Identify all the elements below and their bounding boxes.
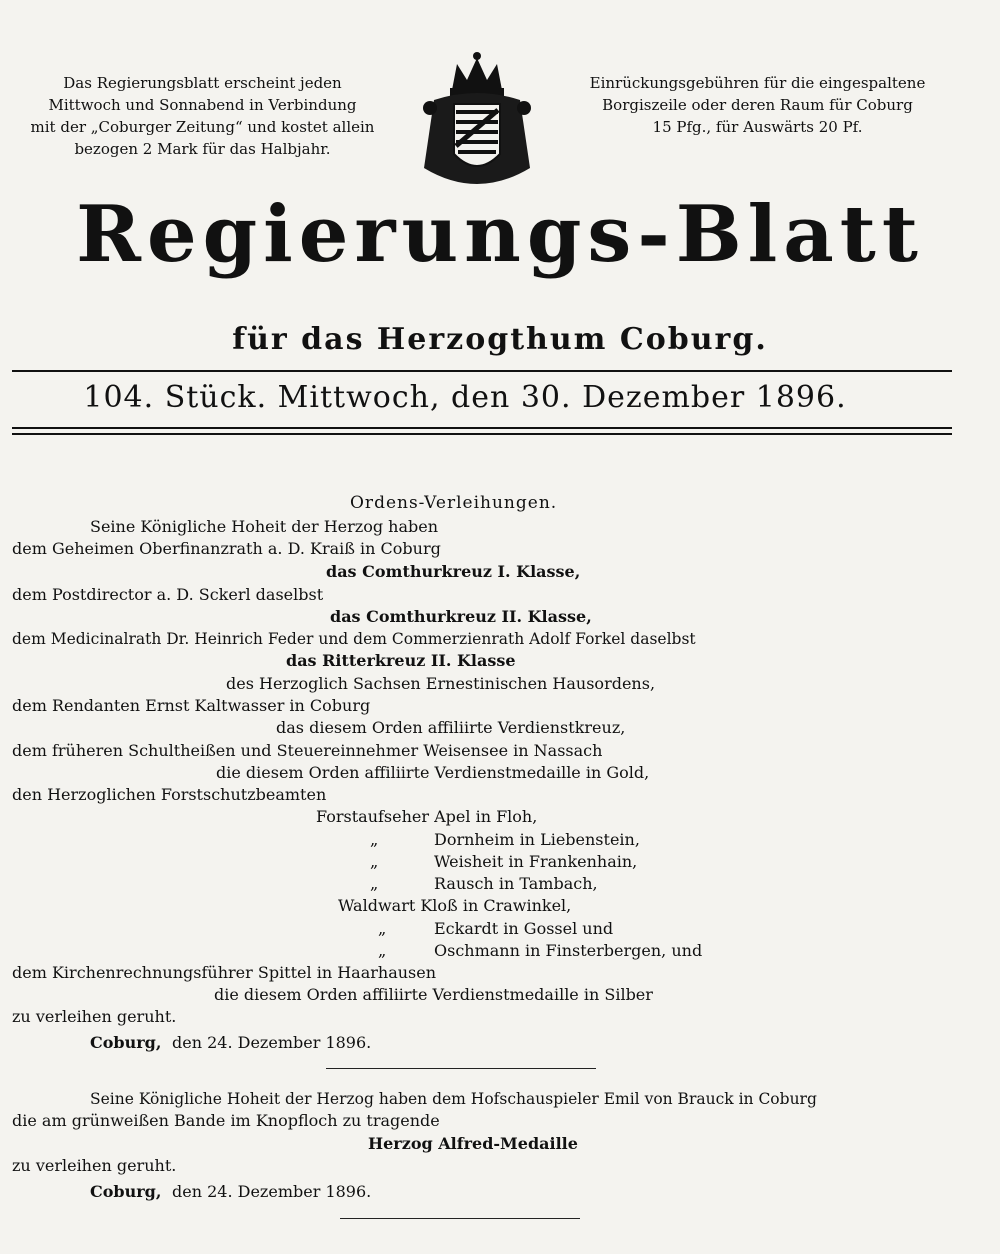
header-left-line: Mittwoch und Sonnabend in Verbindung <box>48 96 357 114</box>
ducal-coat-of-arms-icon <box>412 50 542 195</box>
recipient-line: Dornheim in Liebenstein, <box>434 830 640 849</box>
text-line: dem Postdirector a. D. Sckerl daselbst <box>12 585 324 604</box>
recipient-line: Eckardt in Gossel und <box>434 919 614 938</box>
header-subscription-info <box>30 72 375 160</box>
header-right-line: Einrückungsgebühren für die eingespaltene <box>589 74 926 92</box>
ditto-mark: „ <box>370 874 379 893</box>
masthead-title: Regierungs-Blatt <box>76 189 924 280</box>
header-left-line: mit der „Coburger Zeitung“ und kostet allein <box>30 118 375 136</box>
text-line: Seine Königliche Hoheit der Herzog haben <box>90 517 439 536</box>
top-rule <box>12 370 952 372</box>
text-line: dem Geheimen Oberfinanzrath a. D. Kraiß in Coburg <box>12 539 441 558</box>
signoff-date: den 24. Dezember 1896. <box>172 1182 372 1201</box>
ditto-mark: „ <box>378 919 387 938</box>
text-line: dem früheren Schultheißen und Steuereinnehmer Weisensee in Nassach <box>12 741 603 760</box>
signoff-date: den 24. Dezember 1896. <box>172 1033 372 1052</box>
end-divider <box>340 1218 580 1219</box>
recipient-line: Waldwart Kloß in Crawinkel, <box>338 896 572 915</box>
double-rule-lower <box>12 433 952 435</box>
header-advertising-rates <box>585 72 930 138</box>
award-line: die diesem Orden affiliirte Verdienstmedaille in Silber <box>214 985 653 1004</box>
ditto-mark: „ <box>378 941 387 960</box>
text-line: den Herzoglichen Forstschutzbeamten <box>12 785 327 804</box>
text-line: zu verleihen geruht. <box>12 1007 177 1026</box>
recipient-line: Weisheit in Frankenhain, <box>434 852 638 871</box>
text-line: dem Medicinalrath Dr. Heinrich Feder und dem Commerzienrath Adolf Forkel daselbst <box>12 630 696 648</box>
award-line: das Ritterkreuz II. Klasse <box>286 651 516 670</box>
text-line: Seine Königliche Hoheit der Herzog haben dem Hofschauspieler Emil von Brauck in Coburg <box>90 1090 817 1108</box>
text-line: die am grünweißen Bande im Knopfloch zu tragende <box>12 1111 440 1130</box>
header-left-line: bezogen 2 Mark für das Halbjahr. <box>74 140 331 158</box>
award-line: das Comthurkreuz I. Klasse, <box>326 562 581 581</box>
recipient-line: Oschmann in Finsterbergen, und <box>434 941 703 960</box>
award-line: Herzog Alfred-Medaille <box>368 1134 578 1153</box>
section-divider <box>326 1068 596 1069</box>
recipient-line: Rausch in Tambach, <box>434 874 598 893</box>
ditto-mark: „ <box>370 852 379 871</box>
award-line: das Comthurkreuz II. Klasse, <box>330 607 592 626</box>
signoff-place: Coburg, <box>90 1033 162 1052</box>
masthead-subtitle: für das Herzogthum Coburg. <box>232 322 768 357</box>
award-line: des Herzoglich Sachsen Ernestinischen Hausordens, <box>226 674 656 693</box>
section-heading: Ordens-Verleihungen. <box>350 493 558 513</box>
recipient-line: Forstaufseher Apel in Floh, <box>316 807 538 826</box>
award-line: das diesem Orden affiliirte Verdienstkreuz, <box>276 718 626 737</box>
header-left-line: Das Regierungsblatt erscheint jeden <box>63 74 342 92</box>
header-right-line: Borgiszeile oder deren Raum für Coburg <box>602 96 913 114</box>
ditto-mark: „ <box>370 830 379 849</box>
header-right-line: 15 Pfg., für Auswärts 20 Pf. <box>652 118 863 136</box>
text-line: zu verleihen geruht. <box>12 1156 177 1175</box>
text-line: dem Kirchenrechnungsführer Spittel in Haarhausen <box>12 963 437 982</box>
text-line: dem Rendanten Ernst Kaltwasser in Coburg <box>12 696 371 715</box>
issue-line: 104. Stück. Mittwoch, den 30. Dezember 1896. <box>83 380 847 415</box>
signoff-place: Coburg, <box>90 1182 162 1201</box>
award-line: die diesem Orden affiliirte Verdienstmedaille in Gold, <box>216 763 650 782</box>
double-rule-upper <box>12 427 952 429</box>
